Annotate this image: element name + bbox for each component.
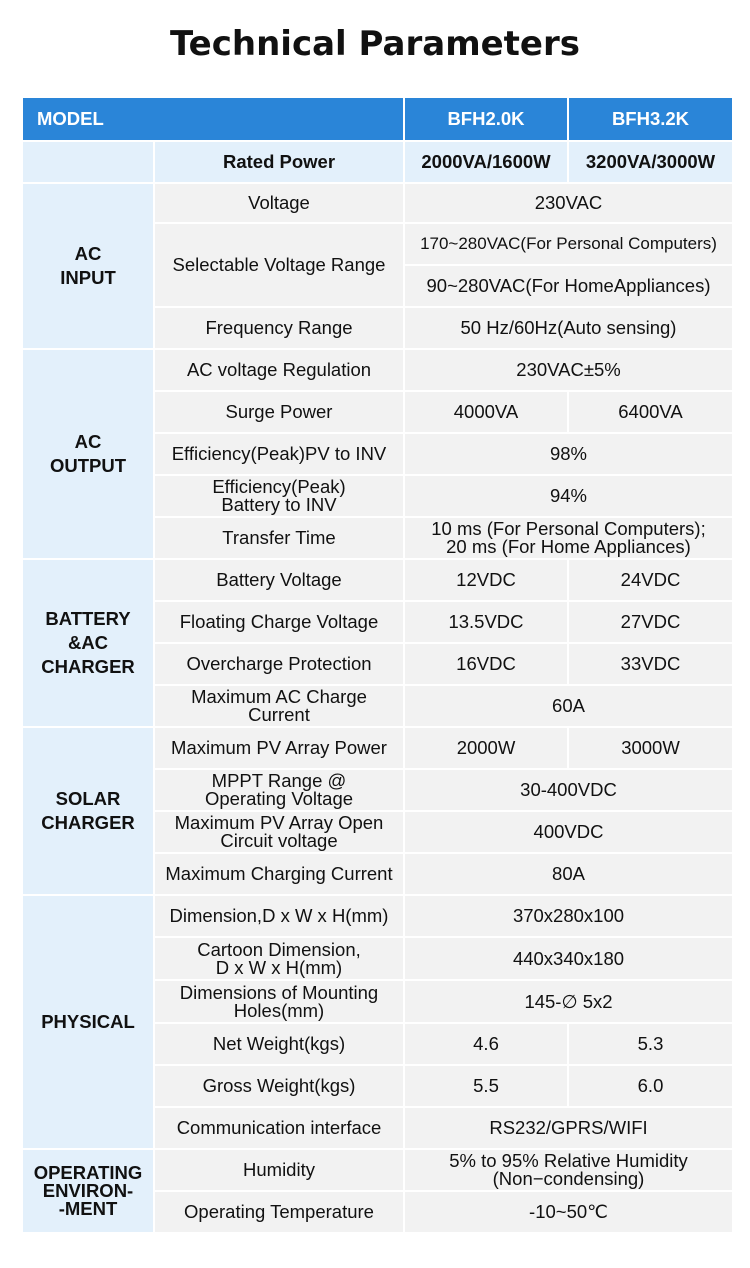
- overcharge-protection-label: Overcharge Protection: [154, 643, 404, 685]
- floating-charge-label: Floating Charge Voltage: [154, 601, 404, 643]
- mppt-range-label: MPPT Range @ Operating Voltage: [154, 769, 404, 811]
- header-model: MODEL: [22, 97, 404, 141]
- ac-input-voltage-label: Voltage: [154, 183, 404, 223]
- pv-array-power-value-1: 2000W: [404, 727, 568, 769]
- operating-temperature-value: -10~50℃: [404, 1191, 733, 1233]
- table-row: [22, 895, 733, 937]
- rated-power-label: Rated Power: [154, 141, 404, 183]
- battery-voltage-value-1: 12VDC: [404, 559, 568, 601]
- table-row: [22, 727, 733, 769]
- rated-power-value-2: 3200VA/3000W: [568, 141, 733, 183]
- table-row: [22, 141, 733, 183]
- ac-input-voltage-value: 230VAC: [404, 183, 733, 223]
- transfer-time-label: Transfer Time: [154, 517, 404, 559]
- header-model-2: BFH3.2K: [568, 97, 733, 141]
- category-ac-input: AC INPUT: [22, 183, 154, 349]
- header-model-1: BFH2.0K: [404, 97, 568, 141]
- category-battery-charger: BATTERY &AC CHARGER: [22, 559, 154, 727]
- net-weight-label: Net Weight(kgs): [154, 1023, 404, 1065]
- category-physical: PHYSICAL: [22, 895, 154, 1149]
- efficiency-pv-value: 98%: [404, 433, 733, 475]
- communication-interface-value: RS232/GPRS/WIFI: [404, 1107, 733, 1149]
- efficiency-pv-label: Efficiency(Peak)PV to INV: [154, 433, 404, 475]
- ac-charge-current-value: 60A: [404, 685, 733, 727]
- table-row: [22, 183, 733, 223]
- charging-current-label: Maximum Charging Current: [154, 853, 404, 895]
- ac-charge-current-label: Maximum AC Charge Current: [154, 685, 404, 727]
- mounting-holes-value: 145-∅ 5x2: [404, 980, 733, 1023]
- charging-current-value: 80A: [404, 853, 733, 895]
- gross-weight-value-1: 5.5: [404, 1065, 568, 1107]
- cartoon-dimension-label: Cartoon Dimension, D x W x H(mm): [154, 937, 404, 980]
- pv-array-power-value-2: 3000W: [568, 727, 733, 769]
- selectable-voltage-value-2: 90~280VAC(For HomeAppliances): [404, 265, 733, 307]
- surge-power-value-2: 6400VA: [568, 391, 733, 433]
- pv-open-circuit-label: Maximum PV Array Open Circuit voltage: [154, 811, 404, 853]
- frequency-range-value: 50 Hz/60Hz(Auto sensing): [404, 307, 733, 349]
- voltage-regulation-value: 230VAC±5%: [404, 349, 733, 391]
- humidity-label: Humidity: [154, 1149, 404, 1191]
- surge-power-label: Surge Power: [154, 391, 404, 433]
- page-title: Technical Parameters: [169, 24, 580, 64]
- table-row: [22, 559, 733, 601]
- rated-power-value-1: 2000VA/1600W: [404, 141, 568, 183]
- table-row: [22, 349, 733, 391]
- gross-weight-label: Gross Weight(kgs): [154, 1065, 404, 1107]
- selectable-voltage-value-1: 170~280VAC(For Personal Computers): [404, 223, 733, 265]
- category-ac-output: AC OUTPUT: [22, 349, 154, 559]
- parameters-table: [21, 96, 734, 1234]
- mounting-holes-label: Dimensions of Mounting Holes(mm): [154, 980, 404, 1023]
- mppt-range-value: 30-400VDC: [404, 769, 733, 811]
- transfer-time-value: 10 ms (For Personal Computers); 20 ms (For Home Appliances): [404, 517, 733, 559]
- voltage-regulation-label: AC voltage Regulation: [154, 349, 404, 391]
- efficiency-battery-value: 94%: [404, 475, 733, 517]
- net-weight-value-1: 4.6: [404, 1023, 568, 1065]
- rated-power-blank: [22, 141, 154, 183]
- table-header-row: [22, 97, 733, 141]
- cartoon-dimension-value: 440x340x180: [404, 937, 733, 980]
- category-solar-charger: SOLAR CHARGER: [22, 727, 154, 895]
- battery-voltage-value-2: 24VDC: [568, 559, 733, 601]
- floating-charge-value-1: 13.5VDC: [404, 601, 568, 643]
- surge-power-value-1: 4000VA: [404, 391, 568, 433]
- communication-interface-label: Communication interface: [154, 1107, 404, 1149]
- pv-open-circuit-value: 400VDC: [404, 811, 733, 853]
- frequency-range-label: Frequency Range: [154, 307, 404, 349]
- net-weight-value-2: 5.3: [568, 1023, 733, 1065]
- operating-temperature-label: Operating Temperature: [154, 1191, 404, 1233]
- humidity-value: 5% to 95% Relative Humidity (Non−condensing): [404, 1149, 733, 1191]
- selectable-voltage-label: Selectable Voltage Range: [154, 223, 404, 307]
- battery-voltage-label: Battery Voltage: [154, 559, 404, 601]
- pv-array-power-label: Maximum PV Array Power: [154, 727, 404, 769]
- dimension-label: Dimension,D x W x H(mm): [154, 895, 404, 937]
- category-operating-environment: OPERATING ENVIRON- -MENT: [22, 1149, 154, 1233]
- overcharge-protection-value-2: 33VDC: [568, 643, 733, 685]
- overcharge-protection-value-1: 16VDC: [404, 643, 568, 685]
- table-row: [22, 1149, 733, 1191]
- efficiency-battery-label: Efficiency(Peak) Battery to INV: [154, 475, 404, 517]
- floating-charge-value-2: 27VDC: [568, 601, 733, 643]
- dimension-value: 370x280x100: [404, 895, 733, 937]
- gross-weight-value-2: 6.0: [568, 1065, 733, 1107]
